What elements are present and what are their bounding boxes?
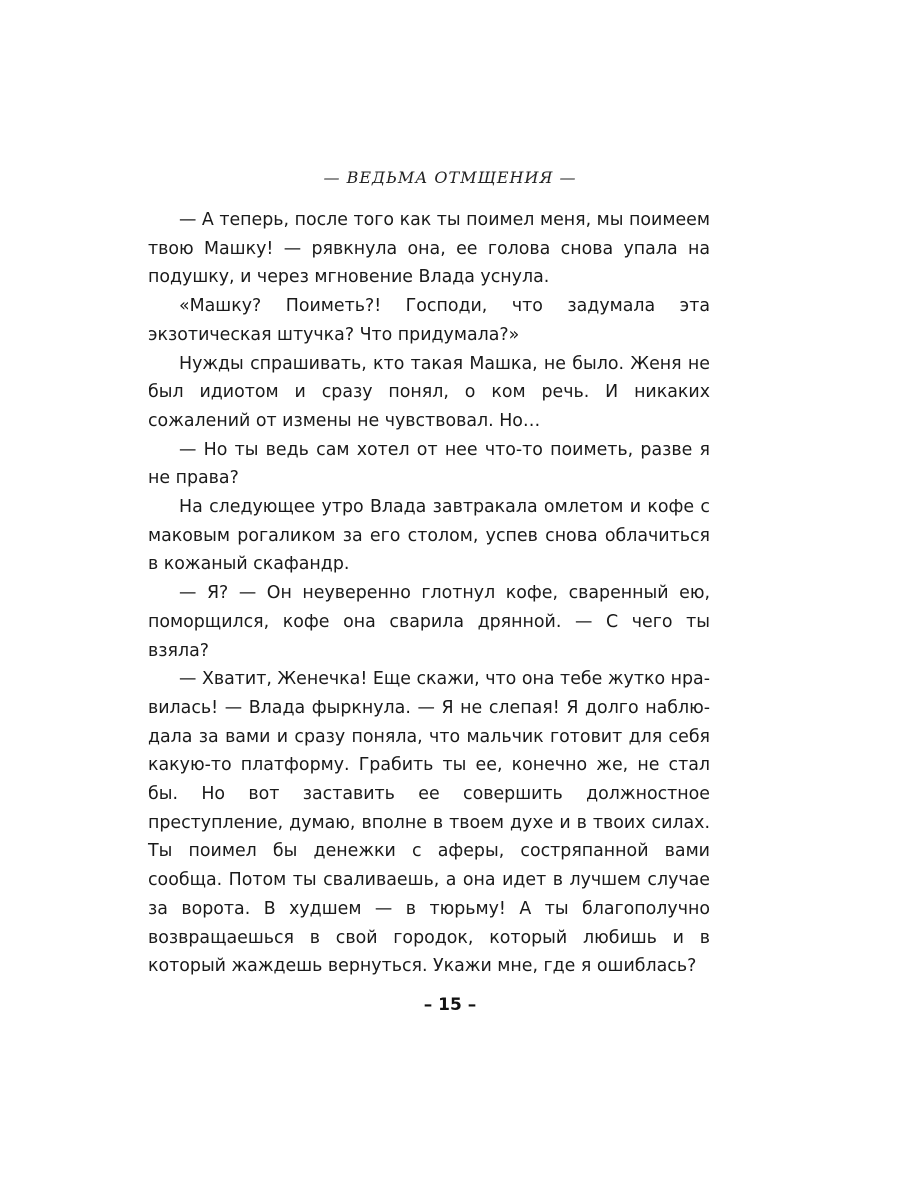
paragraph: «Машку? Поиметь?! Господи, что задумала эта экзотическая штучка? Что придумала?» — [148, 296, 710, 345]
paragraph: На следующее утро Влада завтракала омлетом и кофе с маковым рогаликом за его столом, успев снова облачиться в кожаный скафандр. — [148, 497, 710, 575]
body-text — [148, 206, 710, 981]
running-header: — ВЕДЬМА ОТМЩЕНИЯ — — [323, 168, 577, 187]
page-number: – 15 – — [423, 995, 477, 1015]
paragraph: — Я? — Он неуверенно глотнул кофе, сваренный ею, поморщился, кофе она сварила дрянной. — С чего ты взяла? — [148, 583, 710, 661]
paragraph: — А теперь, после того как ты поимел меня, мы поимеем твою Машку! — рявкнула она, ее голова снова упала на подушку, и через мгновение Влада уснула. — [148, 210, 710, 288]
paragraph: — Но ты ведь сам хотел от нее что-то поиметь, разве я не права? — [148, 439, 710, 489]
paragraph: Нужды спрашивать, кто такая Машка, не было. Женя не был идиотом и сразу понял, о ком речь. И никаких сожалений от измены не чувствовал. Но… — [148, 353, 710, 431]
paragraph: — Хватит, Женечка! Еще скажи, что она тебе жутко нравилась! — Влада фыркнула. — Я не слепая! Я долго наблюдала за вами и сразу поняла, что мальчик готовит для себя какую-то платформу. Грабить ты ее, конечно же, не стал бы. Но вот заставить ее совершить должностное преступление, думаю, вполне в твоем духе и в твоих силах. Ты поимел бы денежки с аферы, состряпанной вами сообща. Потом ты сваливаешь, а она идет в лучшем случае за ворота. В худшем — в тюрьму! А ты благополучно возвращаешься в свой городок, который любишь и в который жаждешь вернуться. Укажи мне, где я ошиблась? — [148, 669, 710, 977]
